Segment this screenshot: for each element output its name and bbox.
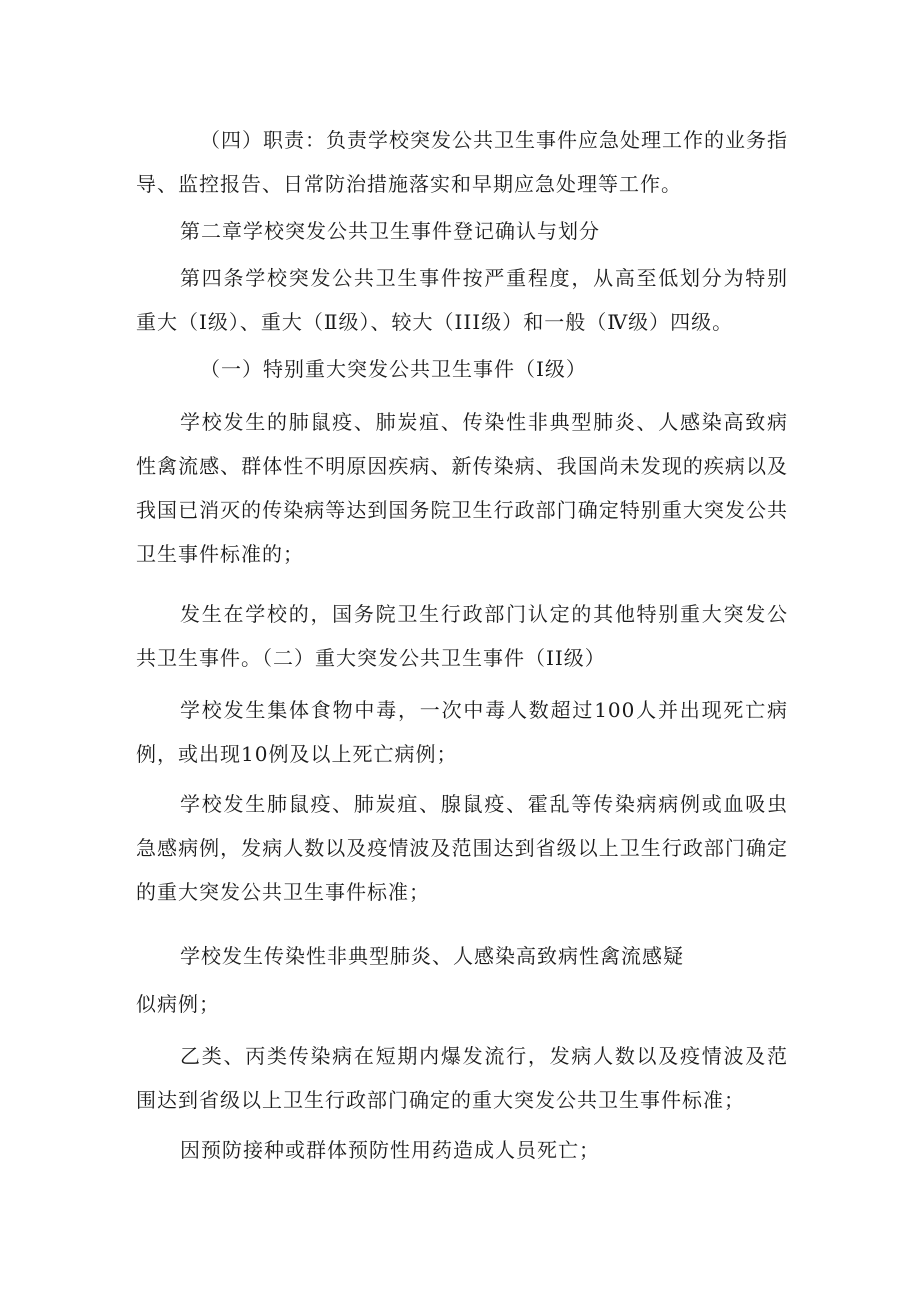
chapter-heading: 第二章学校突发公共卫生事件登记确认与划分 xyxy=(180,219,600,243)
paragraph-class-b-c-outbreak: 乙类、丙类传染病在短期内爆发流行，发病人数以及疫情波及范围达到省级以上卫生行政部门确定的重大突发公共卫生事件标准； xyxy=(136,1044,788,1112)
paragraph-food-poisoning: 学校发生集体食物中毒，一次中毒人数超过100人并出现死亡病例，或出现10例及以上死亡病例； xyxy=(136,698,788,766)
paragraph-level-one-diseases: 学校发生的肺鼠疫、肺炭疽、传染性非典型肺炎、人感染高致病性禽流感、群体性不明原因疾病、新传染病、我国尚未发现的疾病以及我国已消灭的传染病等达到国务院卫生行政部门确定特别重大突发公共卫生事件标准的； xyxy=(136,410,788,566)
paragraph-vaccination-death: 因预防接种或群体预防性用药造成人员死亡； xyxy=(180,1138,600,1162)
paragraph-other-major-events: 发生在学校的，国务院卫生行政部门认定的其他特别重大突发公共卫生事件。（二）重大突发公共卫生事件（II级） xyxy=(136,602,788,670)
section-heading-level-one: （一）特别重大突发公共卫生事件（Ⅰ级） xyxy=(200,357,587,381)
paragraph-duties: （四）职责：负责学校突发公共卫生事件应急处理工作的业务指导、监控报告、日常防治措施落实和早期应急处理等工作。 xyxy=(136,128,788,196)
paragraph-sars-suspected-cont: 似病例； xyxy=(136,992,220,1016)
paragraph-sars-suspected: 学校发生传染性非典型肺炎、人感染高致病性禽流感疑 xyxy=(180,944,684,968)
paragraph-article-four: 第四条学校突发公共卫生事件按严重程度，从高至低划分为特别重大（Ⅰ级）、重大（Ⅱ级）、较大（III级）和一般（Ⅳ级）四级。 xyxy=(136,266,788,334)
paragraph-plague-cholera: 学校发生肺鼠疫、肺炭疽、腺鼠疫、霍乱等传染病病例或血吸虫急感病例，发病人数以及疫情波及范围达到省级以上卫生行政部门确定的重大突发公共卫生事件标准； xyxy=(136,792,788,904)
